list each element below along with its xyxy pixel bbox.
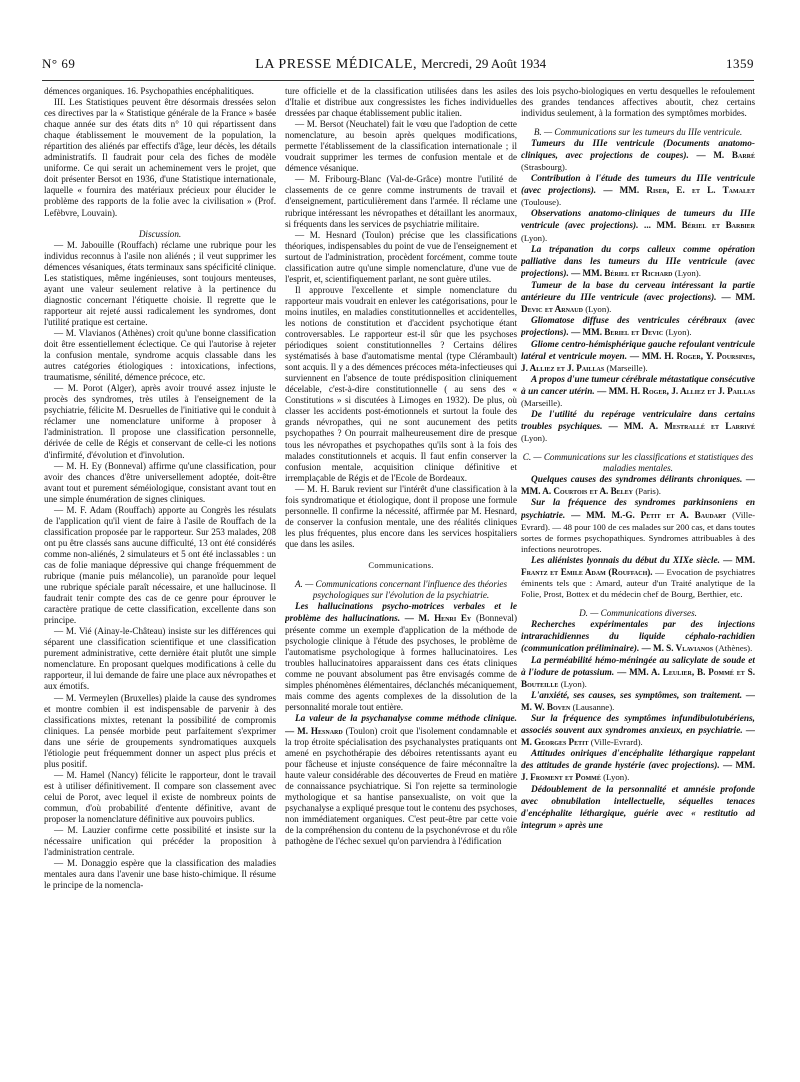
entry-title: Recherches expérimentales par des injections intrarachidiennes du liquide céphalo-rachidien (communication préliminaire). (521, 619, 755, 654)
entry-title: Attitudes oniriques d'encéphalite léthargique rappelant des attitudes de grande hystérie (avec projections). (521, 749, 755, 772)
entry-author: — M. S. Vlavianos (641, 642, 714, 653)
communication-entry (521, 497, 755, 554)
communication-entry (521, 474, 755, 497)
entry-text: (Bonneval) présente comme un exemple d'application de la méthode de psychologie clinique à l'étude des psychoses, le problème de l'automatisme psychologique à formes hallucinatoires. Les troubles hallucinatoires apparaissent dans ces états cliniques comme ne pouvant absolument pas être envisagés comme de simples phénomènes élémentaires, déclanchés mécaniquement, mais comme des agents complexes de la dissolution de la personnalité morale tout entière. (285, 613, 517, 713)
page-header (42, 56, 754, 76)
entry-text: (Ville-Evrard). — 48 pour 100 de ces malades sur 200 cas, et dans toutes sortes de formes psychopathiques. Syndromes attribuables à des infections neurotropes. (521, 509, 755, 554)
entry-author: — MM. M.-G. Petit et A. Baudart (571, 509, 727, 520)
section-heading-discussion: Discussion. (138, 228, 182, 239)
paragraph: Il approuve l'excellente et simple nomenclature du rapporteur mais voudrait en enlever les catégorisations, pour le moins inutiles, en maladies constitutionnelles et accidentelles, les notions de constitution et d'accident psychotique étant controversables. Le rapporteur est-il sûr que les psychoses périodiques soient constitutionnelles ? Certains délires systématisés à base d'automatisme mental (type Clérambault) sont acquis. Il y a des démences précoces méta-infectieuses qui surviennent en l'absence de toute prédisposition cliniquement décelable, c'est-à-dire constitutionnelle ( au sens des « Constitutions » si discutées à Limoges en 1932). De plus, où classer les accidents post-émotionnels et surtout la foule des grands névropathes, qui ne sont aucunement des petits psychopathes ? On pourrait malheureusement dire de presque tous les névropathes et psychopathes qu'ils sont à la fois des malades constitutionnels et acquis. Il faut enfin conserver la confusion mentale, acquisition clinique définitive et irremplaçable de Régis et de l'Ecole de Bordeaux. (285, 284, 517, 483)
subsection-heading-a: A. — Communications concernant l'influence des théories psychologiques sur l'évolution de la psychiatrie. (294, 579, 508, 601)
entry-author: — MM. H. Roger, J. Alliez et J. Paillas (597, 386, 755, 397)
subsection-heading-c: C. — Communications sur les classifications et statistiques des maladies mentales. (522, 452, 754, 474)
entry-title: Observations anatomo-cliniques de tumeurs du IIIe ventricule (avec projections). (521, 209, 755, 232)
entry-location: (Strasbourg). (521, 162, 568, 173)
entry-author: — MM. A. Courtois et A. Beley (521, 474, 755, 497)
communication-entry (521, 555, 755, 600)
entry-location: (Lausanne). (572, 702, 615, 713)
entry-location: (Paris). (635, 486, 661, 497)
entry-title: La perméabilité hémo-méningée au salicylate de soude et à l'iodure de potassium. (521, 656, 755, 679)
entry-author: — MM. Beriel et Devic (571, 326, 664, 337)
entry-location: (Lyon). (521, 433, 548, 444)
entry-author: ... MM. Bériel et Barbier (644, 220, 755, 231)
entry-location: (Marseille). (606, 363, 648, 374)
entry-title: La valeur de la psychanalyse comme méthode clinique. (295, 714, 517, 725)
paragraph: — M. Vlavianos (Athènes) croit qu'une bonne classification doit être essentiellement éclectique. Ce qui l'autorise à rejeter la confusion mentale, syndrome acquis classable dans les autres catégories étiologiques : intoxications, infections, traumatisme, sénilité, démence précoce, etc. (44, 327, 276, 383)
entry-author: — MM. H. Roger, Y. Poursines, J. Alliez et J. Paillas (521, 350, 755, 374)
communication-entry (521, 374, 755, 409)
entry-title: Contribution à l'étude des tumeurs du IIIe ventricule (avec projections). (521, 174, 755, 197)
entry-title: Dédoublement de la personnalité et amnésie profonde avec obnubilation intellectuelle, séquelles tenaces d'encéphalite léthargique, guérie avec « restitutio ad integrum » après une (521, 784, 755, 831)
paragraph: — M. Porot (Alger), après avoir trouvé assez injuste le procès des syndromes, très utiles à l'enseignement de la psychiatrie, félicite M. Desruelles de l'initiative qui le conduit à réclamer une nomenclature uniforme à proposer à l'administration. Il propose une classification personnelle, dérivée de celle de Régis et conservant de celle-ci les notions d'infirmité, d'évolution et d'involution. (44, 383, 276, 460)
entry-location: (Athènes). (715, 642, 753, 653)
entry-location: (Ville-Evrard). (590, 737, 643, 748)
journal-name: LA PRESSE MÉDICALE, (255, 57, 418, 72)
paragraph: des lois psycho-biologiques en vertu desquelles le refoulement des grandes tendances affectives aboutit, chez certains individus seulement, à la formation des symptômes morbides. (521, 86, 755, 119)
entry-author: — MM. Frantz et Emile Adam (Rouffach). (521, 554, 755, 577)
entry-author: — MM. Devic et Arnaud (521, 291, 755, 314)
communication-entry (521, 244, 755, 280)
communication-entry (521, 748, 755, 783)
subsection-heading-b: B. — Communications sur les tumeurs du IIIe ventricule. (533, 127, 743, 138)
paragraph: — M. Donaggio espère que la classification des maladies mentales aura dans l'avenir une base histo-chimique. Il résume le principe de la nomencla- (44, 858, 276, 891)
entry-author: — MM. J. Froment et Pommé (521, 760, 755, 783)
entry-author: — MM. Bériel et Richard (571, 267, 673, 278)
entry-title: Gliome centro-hémisphérique gauche refoulant ventricule latéral et ventricule moyen. (521, 339, 755, 362)
communication-entry (521, 280, 755, 315)
paragraph: — M. Lauzier confirme cette possibilité et insiste sur la nécessaire unification qui précéder la proposition à l'administration centrale. (44, 825, 276, 858)
entry-title: La trépanation du corps calleux comme opération palliative dans les tumeurs du IIIe ventricule (avec projections). (521, 244, 755, 279)
paragraph: — M. Bersot (Neuchatel) fait le vœu que l'adoption de cette nomenclature, au besoin après quelques modifications, permette l'établissement de la classification internationale ; il voudrait supprimer les termes de confusion mentale et de démence vésanique. (285, 119, 517, 174)
entry-author: — M. Barré (696, 150, 755, 161)
entry-title: Quelques causes des syndromes délirants chroniques. (531, 475, 743, 486)
paragraph: — M. H. Baruk revient sur l'intérêt d'une classification à la fois syndromatique et étiologique, dont il propose une formule personnelle. Il confirme la nécessité, affirmée par M. Hesnard, de conserver la confusion mentale, une des réalités cliniques les plus fréquentes, plus encore dans les services hospitaliers que dans les asiles. (285, 483, 517, 549)
paragraph: — M. Vermeylen (Bruxelles) plaide la cause des syndromes et montre combien il est indispensable de parvenir à des classifications mixtes, retenant la possibilité de compromis cliniques. La pensée morbide peut parfaitement s'exprimer dans une série de groupements syndromatiques auxquels l'étiologie peut fréquemment donner un aspect plus précis et plus positif. (44, 692, 276, 769)
communication-entry (521, 409, 755, 444)
entry-title: Les hallucinations psycho-motrices verbales et le problème des hallucinations. (285, 602, 517, 625)
paragraph: ture officielle et de la classification utilisées dans les asiles d'Italie et distribue aux congressistes les fiches individuelles dressées par chaque établissement public italien. (285, 86, 517, 119)
communication-entry (521, 713, 755, 748)
entry-author: — M. Henri Ey (404, 613, 472, 624)
entry-location: (Lyon). (603, 772, 630, 783)
entry-text: (Toulon) croit que l'isolement condamnable et la trop étroite spécialisation des psychanalystes pratiquants ont amené en psychothérapie des déboires retentissants ayant eu pour fâcheuse et injuste conséquence de faire méconnaître la haute valeur considérable des découvertes de Freud en matière de connaissance psychiatrique. Si l'on rejette sa terminologie mythologique et sa hantise pansexualiste, on voit que la psychanalyse a expliqué presque tout le contenu des psychoses, non immédiatement organiques. C'est peut-être par cette voie de la compréhension du contenu de la psychonévrose et du rôle pathogène de l'échec sexuel qu'on parviendra à l'édification (285, 725, 517, 846)
entry-location: (Lyon). (521, 232, 548, 243)
entry-title: De l'utilité du repérage ventriculaire dans certains troubles psychiques. (521, 410, 755, 433)
entry-location: (Toulouse). (521, 197, 562, 208)
entry-author: — M. Georges Petit (521, 725, 755, 748)
subsection-heading-d: D. — Communications diverses. (579, 607, 697, 618)
entry-title: Gliomatose diffuse des ventricules cérébraux (avec projections). (521, 315, 755, 338)
entry-text: — Evocation de psychiatres éminents tels que : Amard, auteur d'un Traité analytique de la Folie, Prost, Bottex et du médecin chef de Bourg, Berthier, etc. (521, 566, 755, 599)
entry-location: (Marseille). (521, 398, 563, 409)
section-heading-communications: Communications. (368, 559, 434, 570)
paragraph: démences organiques. 16. Psychopathies encéphalitiques. (44, 86, 254, 96)
entry-location: (Lyon). (665, 326, 692, 337)
entry-author: — MM. Riser, E. et L. Tamalet (603, 185, 755, 196)
entry-title: A propos d'une tumeur cérébrale métastatique consécutive à un cancer utérin. (521, 375, 755, 398)
communication-entry (521, 208, 755, 243)
entry-author: — MM. A. Mestrallé et Larrivé (608, 421, 755, 432)
entry-location: (Lyon). (585, 303, 612, 314)
page-number: 1359 (725, 56, 754, 71)
communication-entry (285, 601, 517, 713)
communication-entry (521, 315, 755, 339)
paragraph: — M. Vié (Ainay-le-Château) insiste sur les différences qui séparent une classification scientifique et une classification purement administrative, cette dernière était plutôt une simple nomenclature. En proposant quelques modifications à celle du rapporteur, il lui demande de faire une place aux névropathes et aux émotifs. (44, 626, 276, 692)
column-2 (285, 86, 517, 1076)
entry-title: Tumeurs du IIIe ventricule (Documents anatomo-cliniques, avec projections de coupes). (521, 139, 755, 162)
communication-entry (521, 655, 755, 690)
entry-author: — M. Hesnard (285, 725, 343, 736)
entry-title: Tumeur de la base du cerveau intéressant la partie antérieure du IIIe ventricule (avec projections). (521, 280, 755, 303)
paragraph: — M. H. Ey (Bonneval) affirme qu'une classification, pour avoir des chances d'être universellement adoptée, doit-être avant tout et purement séméiologique, consistant avant tout en une simple énumération de signes cliniques. (44, 460, 276, 504)
entry-author: — M. W. Boven (521, 690, 755, 713)
entry-location: (Lyon). (674, 267, 701, 278)
issue-number: N° 69 (42, 56, 76, 71)
communication-entry (285, 713, 517, 847)
communication-entry (521, 173, 755, 208)
paragraph: — M. Hesnard (Toulon) précise que les classifications théoriques, indispensables du point de vue de l'enseignement et surtout de l'administration, procèdent forcément, comme toute classification autre qu'une simple nomenclature, d'une vue de l'esprit, et, scientifiquement parlant, ne sont guère utiles. (285, 229, 517, 284)
issue-date: Mercredi, 29 Août 1934 (421, 56, 547, 71)
paragraph: — M. Hamel (Nancy) félicite le rapporteur, dont le travail est à utiliser définitivement. Il compare son classement avec celui de Porot, avec lequel il existe de nombreux points de commun, d'où probabilité d'entente définitive, avant de proposer la nomenclature définitive aux pouvoirs publics. (44, 769, 276, 825)
paragraph: III. Les Statistiques peuvent être désormais dressées selon ces directives par la « Statistique générale de la France » basée chaque année sur des états dits n° 10 qui répartissent dans chaque établissement le mouvement de la population, la répartition des aliénés par effectifs d'âge, leur décès, les détails administratifs. Il faudrait pour cela des fiches de modèle uniforme. Ce qui serait un acheminement vers le projet, que doit présenter Bersot en 1936, d'une Statistique internationale, laquelle « fournira des matériaux précieux pour élucider le problème des rapports de la folie avec la civilisation » (Prof. Lefèbvre, Louvain). (44, 97, 276, 218)
entry-title: Les aliénistes lyonnais du début du XIXe siècle. (531, 555, 720, 566)
entry-title: L'anxiété, ses causes, ses symptômes, son traitement. (531, 691, 743, 702)
communication-entry (521, 690, 755, 713)
entry-title: Sur la fréquence des symptômes infundibulotubériens, associés souvent aux syndromes anxieux, en psychiatrie. (521, 714, 755, 737)
paragraph: — M. Jabouille (Rouffach) réclame une rubrique pour les individus reconnus à l'asile non aliénés ; il veut supprimer les démences vésaniques, états terminaux sans spécificité clinique. Les statistiques, même ingénieuses, sont toujours menteuses, ayant une valeur seulement relative à la pertinence du diagnostic concernant l'étiquette choisie. Il regrette que le rapporteur ait rejeté aussi radicalement les syndromes, dont l'utilité pratique est certaine. (44, 239, 276, 327)
column-3 (521, 86, 755, 1076)
column-1 (44, 86, 276, 1076)
communication-entry (521, 619, 755, 655)
communication-entry (521, 339, 755, 374)
entry-author: — MM. A. Leulier, B. Pommé et S. Bouteille (521, 667, 755, 690)
journal-title (255, 56, 546, 73)
communication-entry (521, 784, 755, 832)
paragraph: — M. Fribourg-Blanc (Val-de-Grâce) montre l'utilité de classements de ce genre comme instruments de travail et d'enseignement, particulièrement dans l'armée. Il réclame une rubrique intéressant les névropathes et détaillant les anormaux, si fréquents dans les services de psychiatrie militaire. (285, 174, 517, 229)
paragraph: — M. F. Adam (Rouffach) apporte au Congrès les résulats de l'application qu'il vient de faire à l'asile de Rouffach de la classification proposée par le rapporteur. Sur 253 malades, 208 ont pu être classés sans aucune difficulté, 13 ont été considérés comme non-aliénés, 2 simulateurs et 5 ont été inclassables : un cas de folie maniaque dépressive qui change fréquemment de rubrique (manie puis mélancolie), un paranoïde pour lequel une rubrique spéciale paraît nécessaire, et une hallucinose. Il faudrait tenir compte des cas de ce genre pour éprouver le caractère pratique de cette classification, excellente dans son principe. (44, 504, 276, 626)
entry-title: Sur la fréquence des syndromes parkinsoniens en psychiatrie. (521, 498, 755, 521)
header-rule (42, 80, 754, 81)
communication-entry (521, 138, 755, 173)
entry-location: (Lyon). (560, 679, 587, 690)
